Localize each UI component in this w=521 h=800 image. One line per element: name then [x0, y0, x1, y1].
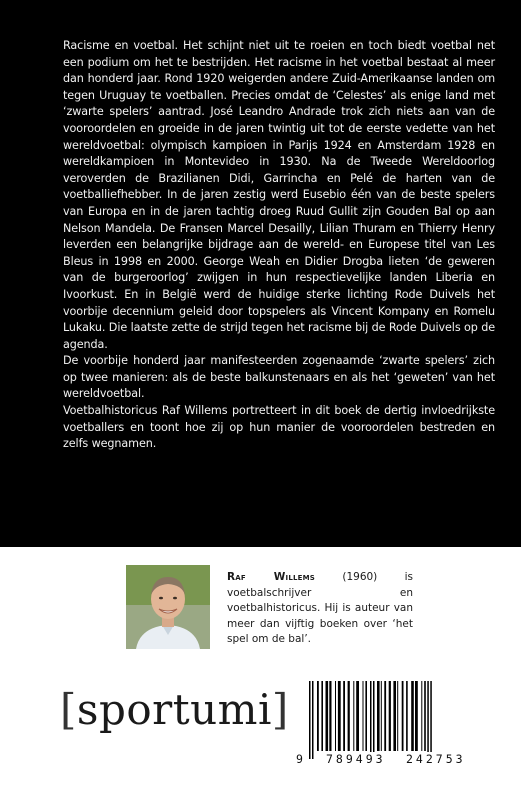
- barcode-bar: [424, 681, 426, 751]
- barcode-bar: [415, 681, 418, 751]
- barcode-bar: [427, 681, 429, 759]
- barcode-bars: [297, 681, 493, 759]
- barcode-digits: [297, 751, 493, 769]
- barcode-bar: [348, 681, 350, 751]
- barcode-bar: [329, 681, 331, 751]
- logo-bracket-close: ]: [271, 685, 289, 734]
- barcode-bar: [326, 681, 329, 751]
- barcode-bar: [356, 681, 359, 751]
- barcode-bar: [430, 681, 432, 759]
- back-cover-blurb: [63, 38, 495, 453]
- author-photo: [126, 565, 210, 649]
- barcode-bar: [393, 681, 396, 751]
- barcode-bar: [353, 681, 354, 751]
- barcode-bar: [338, 681, 341, 751]
- barcode-bar: [309, 681, 311, 759]
- barcode-bar: [377, 681, 380, 751]
- barcode-bar: [343, 681, 345, 751]
- barcode-bar: [365, 681, 367, 751]
- logo-bracket-open: [: [60, 685, 77, 734]
- barcode-bar: [381, 681, 382, 751]
- publisher-logo: [60, 678, 289, 742]
- barcode-bar: [384, 681, 386, 751]
- isbn-barcode: [297, 681, 493, 769]
- author-bio-text: (1960) is voetbalschrijver en voetbalhistoricus. Hij is auteur van meer dan vijftig boeken over ‘het spel om de bal’.: [227, 571, 413, 645]
- barcode-bar: [363, 681, 364, 751]
- barcode-bar: [370, 681, 372, 759]
- barcode-bar: [389, 681, 391, 751]
- barcode-bar: [421, 681, 422, 751]
- barcode-digits-right: 242753: [406, 752, 466, 766]
- barcode-bar: [397, 681, 398, 751]
- blurb-paragraph-2: De voorbije honderd jaar manifesteerden zogenaamde ‘zwarte spelers’ zich op twee manieren: als de beste balkunstenaars en als het ‘geweten’ van het wereldvoetbal.: [63, 354, 495, 401]
- barcode-bar: [406, 681, 408, 751]
- barcode-bar: [312, 681, 314, 759]
- barcode-bar: [317, 681, 319, 751]
- barcode-digits-left: 789493: [326, 752, 386, 766]
- blurb-paragraph-1: Racisme en voetbal. Het schijnt niet uit te roeien en toch biedt voetbal net een podium om het te bestrijden. Het racisme in het voetbal bestaat al meer dan honderd jaar. Rond 1920 weigerden andere Zuid-Amerikaanse landen om tegen Uruguay te voetballen. Precies omdat de ‘Celestes’ als enige land met ‘zwarte spelers’ aantrad. José Leandro Andrade trok zich niets aan van de vooroordelen en groeide in de jaren twintig uit tot de eerste vedette van het wereldvoetbal: olympisch kampioen in Parijs 1924 en Amsterdam 1928 en wereldkampioen in Montevideo in 1930. Na de Tweede Wereldoorlog veroverden de Brazilianen Didi, Garrincha en Pelé de harten van de voetballiefhebber. In de jaren zestig werd Eusebio één van de beste spelers van Europa en in de jaren tachtig droeg Ruud Gullit zijn Gouden Bal op aan Nelson Mandela. De Fransen Marcel Desailly, Lilian Thuram en Thierry Henry leverden een belangrijke bijdrage aan de wereld- en Europese titel van Les Bleus in 1998 en 2000. George Weah en Didier Drogba lieten ‘de geweren van de burgeroorlog’ zwijgen in hun respectievelijke landen Liberia en Ivoorkust. En in België werd de huidige sterke lichting Rode Duivels het voorbije decennium geleid door topspelers als Vincent Kompany en Romelu Lukaku. Die laatste zette de strijd tegen het racisme bij de Rode Duivels op de agenda.: [63, 39, 495, 351]
- author-bio: [227, 570, 413, 648]
- barcode-bar: [373, 681, 375, 759]
- barcode-bar: [402, 681, 404, 751]
- author-name: Raf Willems: [227, 571, 316, 583]
- barcode-bar: [411, 681, 414, 751]
- logo-wordmark: sportumi: [76, 685, 272, 734]
- barcode-digit-first: 9: [296, 752, 303, 766]
- barcode-bar: [335, 681, 336, 751]
- blurb-paragraph-3: Voetbalhistoricus Raf Willems portretteert in dit boek de dertig invloedrijkste voetballers en toont hoe zij op hun manier de vooroordelen bestreden en zelfs wegnamen.: [63, 404, 495, 451]
- barcode-bar: [321, 681, 323, 751]
- author-portrait-illustration: [126, 565, 210, 649]
